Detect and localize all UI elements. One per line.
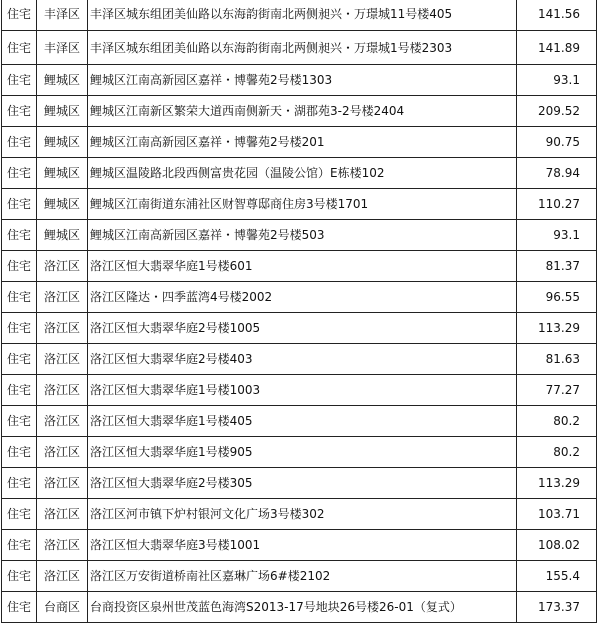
- district-cell: 鲤城区: [37, 189, 88, 220]
- district-cell: 丰泽区: [37, 0, 88, 31]
- type-cell: 住宅: [2, 530, 37, 561]
- address-cell: 洛江区万安街道桥南社区嘉琳广场6#楼2102: [88, 561, 517, 592]
- address-cell: 鲤城区温陵路北段西侧富贵花园（温陵公馆）E栋楼102: [88, 158, 517, 189]
- address-cell: 洛江区恒大翡翠华庭1号楼405: [88, 406, 517, 437]
- district-cell: 洛江区: [37, 251, 88, 282]
- type-cell: 住宅: [2, 282, 37, 313]
- area-cell: 108.02: [517, 530, 597, 561]
- address-cell: 丰泽区城东组团美仙路以东海韵街南北两侧昶兴・万璟城1号楼2303: [88, 31, 517, 65]
- table-row: [2, 282, 597, 313]
- table-row: [2, 65, 597, 96]
- type-cell: 住宅: [2, 65, 37, 96]
- type-cell: 住宅: [2, 220, 37, 251]
- type-cell: 住宅: [2, 96, 37, 127]
- table-row: [2, 251, 597, 282]
- district-cell: 洛江区: [37, 344, 88, 375]
- type-cell: 住宅: [2, 406, 37, 437]
- table-row: [2, 530, 597, 561]
- district-cell: 鲤城区: [37, 65, 88, 96]
- property-table: [1, 0, 597, 623]
- type-cell: 住宅: [2, 189, 37, 220]
- district-cell: 洛江区: [37, 282, 88, 313]
- type-cell: 住宅: [2, 499, 37, 530]
- table-row: [2, 189, 597, 220]
- area-cell: 96.55: [517, 282, 597, 313]
- table-row: [2, 158, 597, 189]
- address-cell: 鲤城区江南高新园区嘉祥・博馨苑2号楼201: [88, 127, 517, 158]
- area-cell: 93.1: [517, 65, 597, 96]
- type-cell: 住宅: [2, 561, 37, 592]
- district-cell: 洛江区: [37, 313, 88, 344]
- district-cell: 鲤城区: [37, 96, 88, 127]
- area-cell: 110.27: [517, 189, 597, 220]
- table-row: [2, 561, 597, 592]
- area-cell: 78.94: [517, 158, 597, 189]
- type-cell: 住宅: [2, 375, 37, 406]
- district-cell: 鲤城区: [37, 158, 88, 189]
- area-cell: 81.37: [517, 251, 597, 282]
- address-cell: 台商投资区泉州世茂蓝色海湾S2013-17号地块26号楼26-01（复式）: [88, 592, 517, 623]
- area-cell: 80.2: [517, 406, 597, 437]
- address-cell: 洛江区恒大翡翠华庭2号楼1005: [88, 313, 517, 344]
- table-row: [2, 96, 597, 127]
- type-cell: 住宅: [2, 344, 37, 375]
- address-cell: 洛江区恒大翡翠华庭1号楼601: [88, 251, 517, 282]
- table-row: [2, 592, 597, 623]
- area-cell: 113.29: [517, 313, 597, 344]
- address-cell: 鲤城区江南高新园区嘉祥・博馨苑2号楼1303: [88, 65, 517, 96]
- table-row: [2, 220, 597, 251]
- area-cell: 113.29: [517, 468, 597, 499]
- area-cell: 81.63: [517, 344, 597, 375]
- type-cell: 住宅: [2, 251, 37, 282]
- type-cell: 住宅: [2, 468, 37, 499]
- table-row: [2, 499, 597, 530]
- table-row: [2, 0, 597, 31]
- address-cell: 洛江区恒大翡翠华庭2号楼403: [88, 344, 517, 375]
- address-cell: 洛江区恒大翡翠华庭1号楼1003: [88, 375, 517, 406]
- address-cell: 鲤城区江南高新园区嘉祥・博馨苑2号楼503: [88, 220, 517, 251]
- address-cell: 洛江区恒大翡翠华庭3号楼1001: [88, 530, 517, 561]
- type-cell: 住宅: [2, 158, 37, 189]
- address-cell: 洛江区恒大翡翠华庭1号楼905: [88, 437, 517, 468]
- area-cell: 155.4: [517, 561, 597, 592]
- address-cell: 鲤城区江南新区繁荣大道西南侧新天・湖郡苑3-2号楼2404: [88, 96, 517, 127]
- area-cell: 209.52: [517, 96, 597, 127]
- area-cell: 90.75: [517, 127, 597, 158]
- type-cell: 住宅: [2, 592, 37, 623]
- address-cell: 鲤城区江南街道东浦社区财智尊邸商住房3号楼1701: [88, 189, 517, 220]
- address-cell: 洛江区恒大翡翠华庭2号楼305: [88, 468, 517, 499]
- area-cell: 103.71: [517, 499, 597, 530]
- district-cell: 鲤城区: [37, 220, 88, 251]
- address-cell: 洛江区隆达・四季蓝湾4号楼2002: [88, 282, 517, 313]
- type-cell: 住宅: [2, 313, 37, 344]
- district-cell: 洛江区: [37, 468, 88, 499]
- area-cell: 93.1: [517, 220, 597, 251]
- district-cell: 洛江区: [37, 375, 88, 406]
- area-cell: 141.89: [517, 31, 597, 65]
- type-cell: 住宅: [2, 127, 37, 158]
- table-row: [2, 437, 597, 468]
- district-cell: 洛江区: [37, 561, 88, 592]
- table-row: [2, 375, 597, 406]
- table-row: [2, 313, 597, 344]
- address-cell: 洛江区河市镇下炉村银河文化广场3号楼302: [88, 499, 517, 530]
- table-row: [2, 406, 597, 437]
- area-cell: 77.27: [517, 375, 597, 406]
- area-cell: 173.37: [517, 592, 597, 623]
- district-cell: 洛江区: [37, 530, 88, 561]
- address-cell: 丰泽区城东组团美仙路以东海韵街南北两侧昶兴・万璟城11号楼405: [88, 0, 517, 31]
- district-cell: 洛江区: [37, 499, 88, 530]
- district-cell: 台商区: [37, 592, 88, 623]
- table-row: [2, 127, 597, 158]
- district-cell: 丰泽区: [37, 31, 88, 65]
- area-cell: 80.2: [517, 437, 597, 468]
- type-cell: 住宅: [2, 437, 37, 468]
- district-cell: 洛江区: [37, 437, 88, 468]
- type-cell: 住宅: [2, 31, 37, 65]
- table-row: [2, 344, 597, 375]
- table-row: [2, 468, 597, 499]
- type-cell: 住宅: [2, 0, 37, 31]
- district-cell: 鲤城区: [37, 127, 88, 158]
- area-cell: 141.56: [517, 0, 597, 31]
- table-row: [2, 31, 597, 65]
- district-cell: 洛江区: [37, 406, 88, 437]
